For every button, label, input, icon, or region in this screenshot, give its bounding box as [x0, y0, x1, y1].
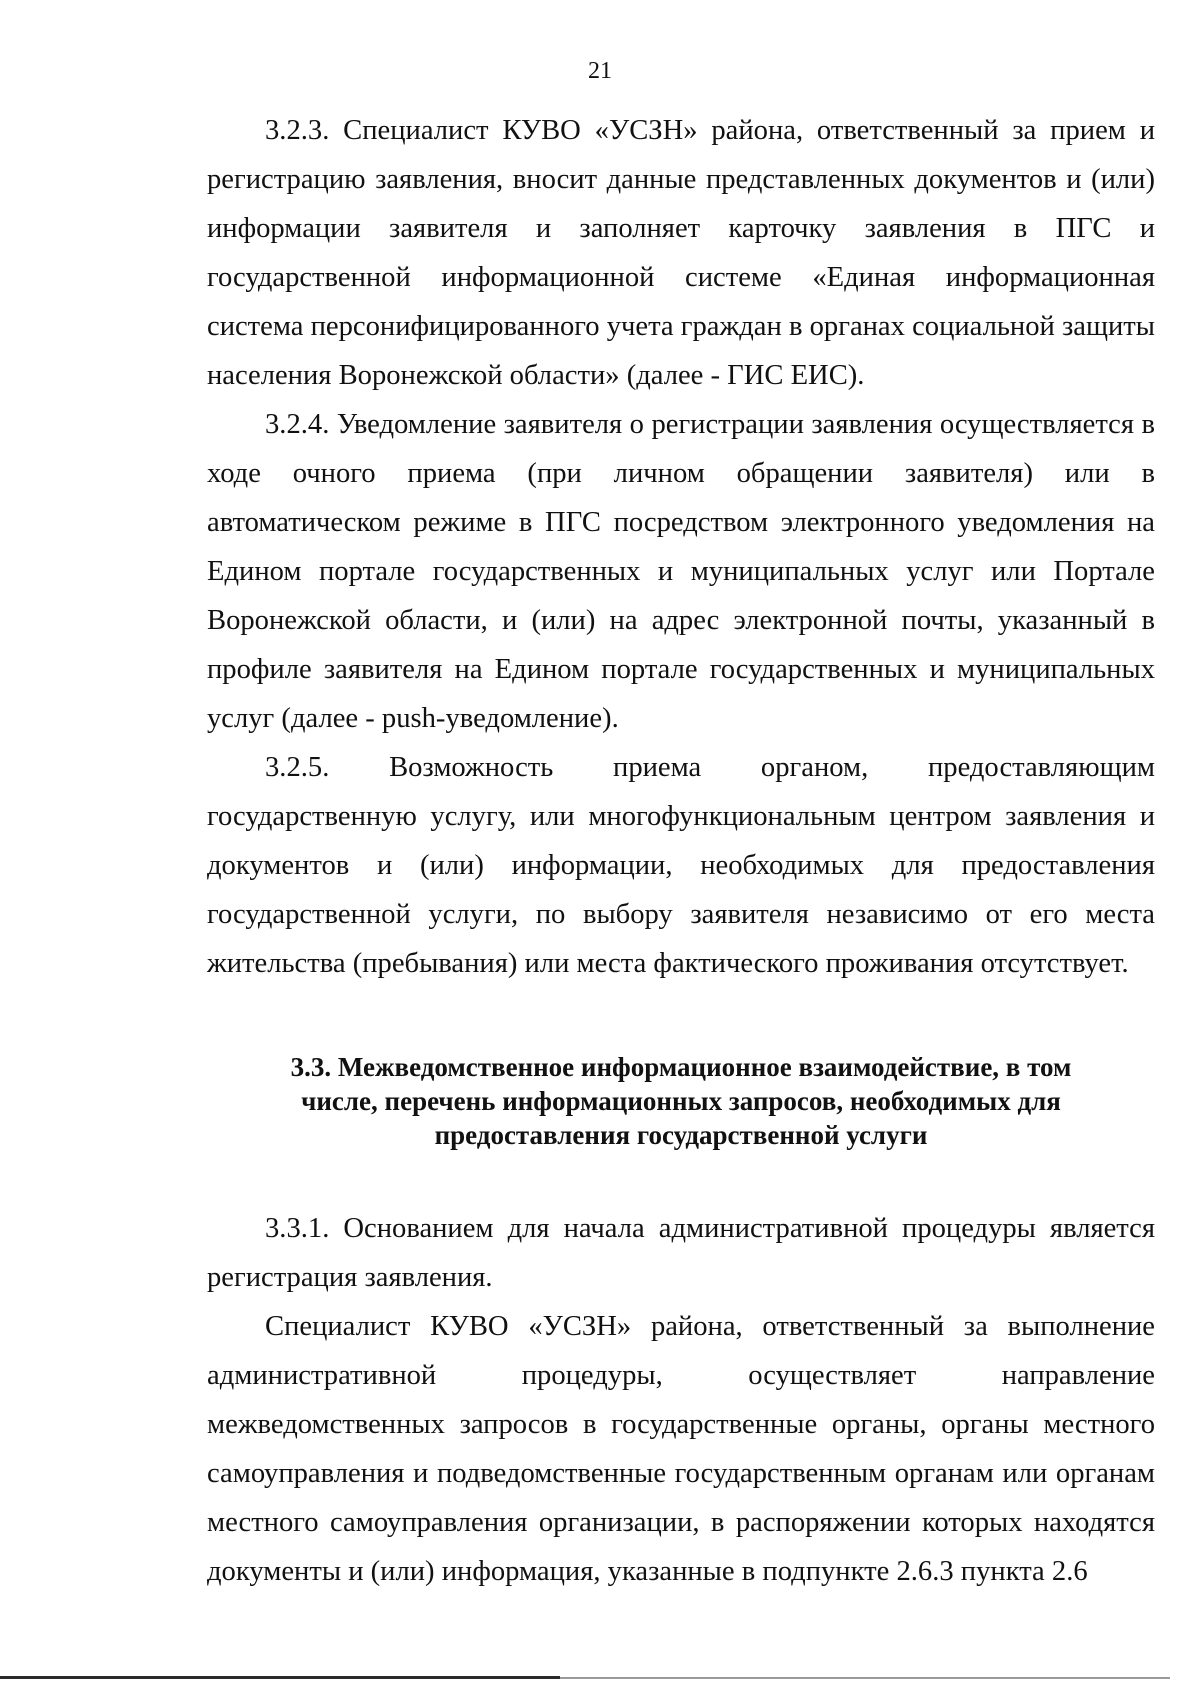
paragraph-specialist: Специалист КУВО «УСЗН» района, ответственный за выполнение административной процедуры, осуществляет направление межведомственных запросов в государственные органы, органы местного самоуправления и подведомственные государственным органам или органам местного самоуправления организации, в распоряжении которых находятся документы и (или) информация, указанные в подпункте 2.6.3 пункта 2.6	[207, 1311, 1155, 1587]
section-heading-3-3	[207, 1050, 1155, 1152]
scan-edge-line-faint	[560, 1677, 1170, 1679]
section-heading-line: предоставления государственной услуги	[434, 1120, 928, 1150]
section-heading-line: числе, перечень информационных запросов, необходимых для	[301, 1086, 1061, 1116]
document-body	[207, 106, 1155, 1596]
paragraph-3-2-3: 3.2.3. Специалист КУВО «УСЗН» района, ответственный за прием и регистрацию заявления, вносит данные представленных документов и (или) информации заявителя и заполняет карточку заявления в ПГС и государственной информационной системе «Единая информационная система персонифицированного учета граждан в органах социальной защиты населения Воронежской области» (далее - ГИС ЕИС).	[207, 115, 1155, 391]
section-heading-line: 3.3. Межведомственное информационное взаимодействие, в том	[290, 1052, 1072, 1082]
scan-edge-line	[0, 1676, 560, 1679]
page-number: 21	[588, 58, 612, 84]
paragraph-3-3-1: 3.3.1. Основанием для начала административной процедуры является регистрация заявления.	[207, 1213, 1155, 1293]
paragraph-3-2-4: 3.2.4. Уведомление заявителя о регистрации заявления осуществляется в ходе очного приема (при личном обращении заявителя) или в автоматическом режиме в ПГС посредством электронного уведомления на Едином портале государственных и муниципальных услуг или Портале Воронежской области, и (или) на адрес электронной почты, указанный в профиле заявителя на Едином портале государственных и муниципальных услуг (далее - push-уведомление).	[207, 409, 1155, 734]
paragraph-3-2-5: 3.2.5. Возможность приема органом, предоставляющим государственную услугу, или многофункциональным центром заявления и документов и (или) информации, необходимых для предоставления государственной услуги, по выбору заявителя независимо от его места жительства (пребывания) или места фактического проживания отсутствует.	[207, 752, 1155, 979]
